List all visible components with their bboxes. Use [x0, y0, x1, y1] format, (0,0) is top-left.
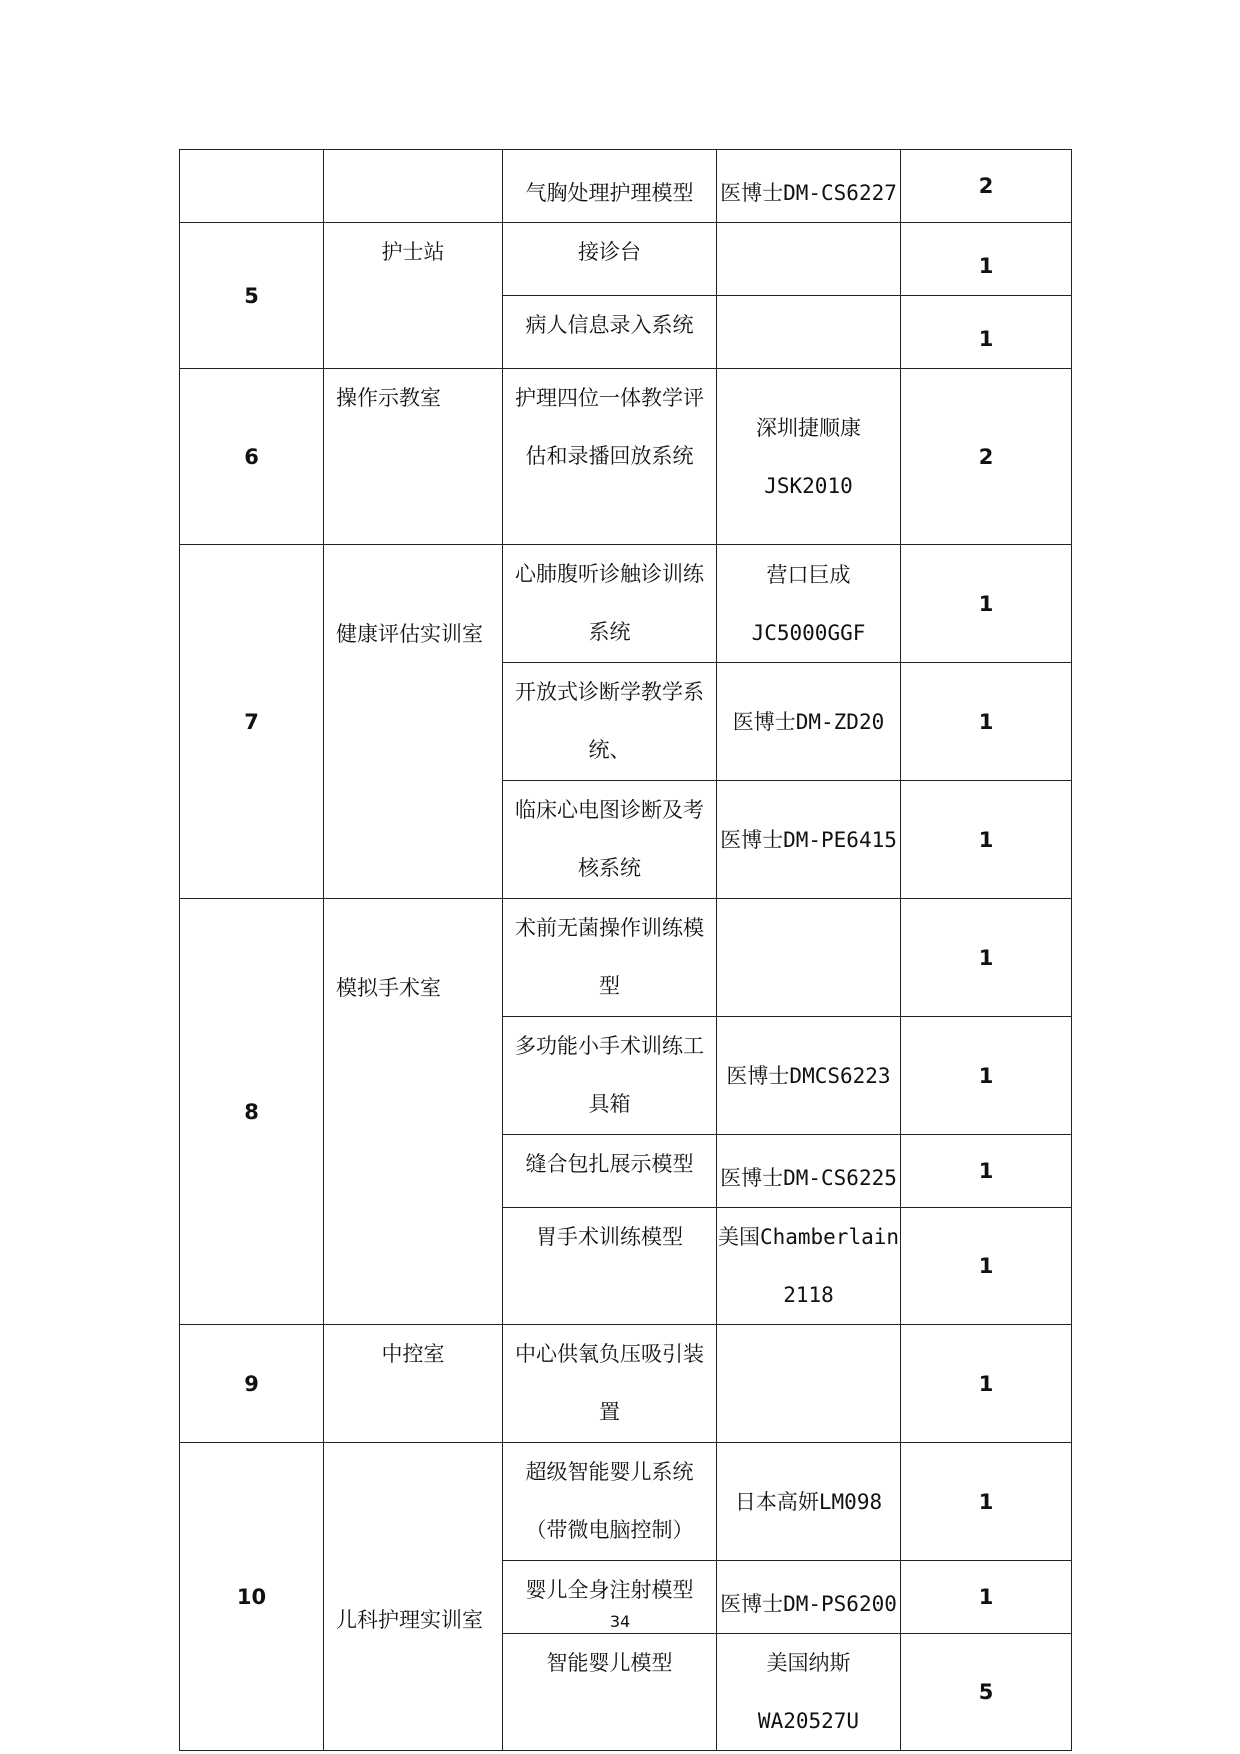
room-cell: 儿科护理实训室 [324, 1443, 503, 1751]
equipment-name-cell [503, 369, 717, 545]
model-cell [717, 545, 901, 663]
equipment-name-cell [503, 1017, 717, 1135]
no-cell: 10 [180, 1443, 324, 1751]
model-cell: 日本高妍LM098 [717, 1443, 901, 1561]
equipment-name-text: 超级智能婴儿系统（带微电脑控制） [525, 1460, 694, 1542]
model-cell: 医博士DMCS6223 [717, 1017, 901, 1135]
equipment-name-cell [503, 663, 717, 781]
model-cell: 医博士DM-PS6200 [717, 1561, 901, 1634]
equipment-name-text: 护理四位一体教学评估和录播回放系统 [515, 386, 704, 468]
model-cell [717, 296, 901, 369]
room-cell: 中控室 [324, 1325, 503, 1443]
table-row [180, 1325, 1072, 1443]
table-row [180, 369, 1072, 545]
qty-cell: 1 [901, 223, 1072, 296]
equipment-name-cell: 气胸处理护理模型 [503, 150, 717, 223]
equipment-name-text: 开放式诊断学教学系统、 [515, 680, 704, 762]
table-row [180, 1443, 1072, 1561]
qty-cell: 2 [901, 369, 1072, 545]
table-row [180, 223, 1072, 296]
no-cell [180, 150, 324, 223]
no-cell: 6 [180, 369, 324, 545]
model-line-1: 美国Chamberlain [717, 1225, 900, 1249]
equipment-name-cell: 智能婴儿模型 [503, 1634, 717, 1751]
equipment-name-cell [503, 1325, 717, 1443]
equipment-name-text: 术前无菌操作训练模型 [515, 916, 704, 998]
equipment-name-cell: 病人信息录入系统 [503, 296, 717, 369]
qty-cell: 1 [901, 1135, 1072, 1208]
model-cell: 医博士DM-ZD20 [717, 663, 901, 781]
model-cell [717, 369, 901, 545]
model-cell: 医博士DM-PE6415 [717, 781, 901, 899]
equipment-table [179, 149, 1072, 1751]
table-row [180, 150, 1072, 223]
qty-cell: 1 [901, 1017, 1072, 1135]
table-row [180, 899, 1072, 1017]
model-cell [717, 899, 901, 1017]
equipment-name-text: 多功能小手术训练工具箱 [515, 1034, 704, 1116]
room-cell: 健康评估实训室 [324, 545, 503, 899]
table-row [180, 545, 1072, 663]
no-cell: 7 [180, 545, 324, 899]
room-cell [324, 150, 503, 223]
model-line-1: 营口巨成 [766, 562, 851, 587]
equipment-name-cell [503, 781, 717, 899]
no-cell: 9 [180, 1325, 324, 1443]
qty-cell: 1 [901, 1208, 1072, 1325]
equipment-name-cell [503, 1443, 717, 1561]
qty-cell: 1 [901, 296, 1072, 369]
model-cell [717, 1634, 901, 1751]
equipment-name-cell: 缝合包扎展示模型 [503, 1135, 717, 1208]
qty-cell: 1 [901, 545, 1072, 663]
model-cell: 医博士DM-CS6227 [717, 150, 901, 223]
equipment-name-cell [503, 545, 717, 663]
model-cell: 医博士DM-CS6225 [717, 1135, 901, 1208]
equipment-name-text: 心肺腹听诊触诊训练系统 [515, 562, 704, 644]
equipment-name-cell [503, 899, 717, 1017]
qty-cell: 1 [901, 899, 1072, 1017]
model-cell [717, 223, 901, 296]
model-cell [717, 1325, 901, 1443]
equipment-name-text: 临床心电图诊断及考核系统 [515, 798, 704, 880]
page-number: 34 [609, 1612, 631, 1631]
no-cell: 5 [180, 223, 324, 369]
qty-cell: 5 [901, 1634, 1072, 1751]
equipment-name-cell: 婴儿全身注射模型 [503, 1561, 717, 1634]
model-line-1: 深圳捷顺康 [756, 415, 861, 440]
qty-cell: 1 [901, 1561, 1072, 1634]
no-cell: 8 [180, 899, 324, 1325]
model-line-2: 2118 [783, 1283, 834, 1307]
room-cell: 模拟手术室 [324, 899, 503, 1325]
model-line-2: WA20527U [757, 1709, 860, 1733]
model-line-2: JSK2010 [764, 473, 853, 498]
equipment-name-cell: 胃手术训练模型 [503, 1208, 717, 1325]
model-line-2: JC5000GGF [751, 620, 866, 645]
model-cell [717, 1208, 901, 1325]
model-line-1: 美国纳斯 [766, 1651, 851, 1675]
equipment-name-text: 中心供氧负压吸引装置 [515, 1342, 704, 1424]
qty-cell: 1 [901, 663, 1072, 781]
qty-cell: 1 [901, 1443, 1072, 1561]
room-cell: 护士站 [324, 223, 503, 369]
qty-cell: 1 [901, 781, 1072, 899]
qty-cell: 2 [901, 150, 1072, 223]
qty-cell: 1 [901, 1325, 1072, 1443]
equipment-name-cell: 接诊台 [503, 223, 717, 296]
room-cell: 操作示教室 [324, 369, 503, 545]
